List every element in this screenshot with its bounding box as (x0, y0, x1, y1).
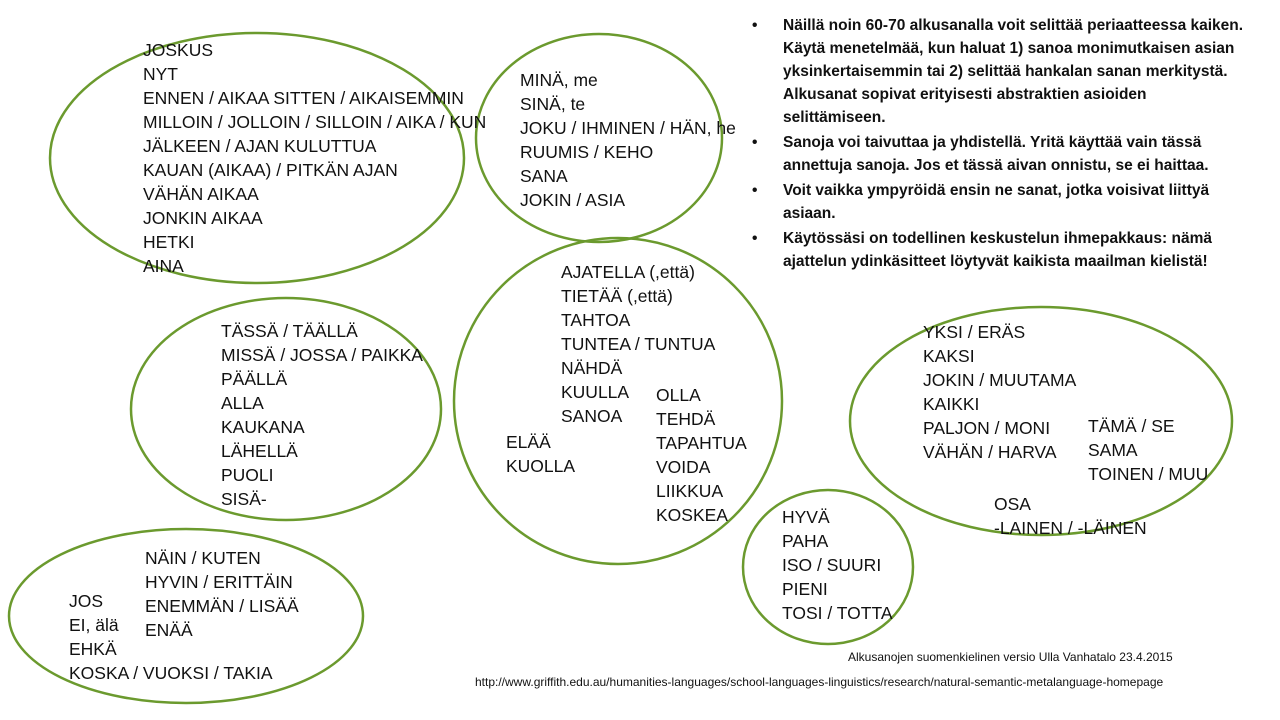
bullet-icon: • (752, 182, 758, 199)
word-intensifiers: HYVIN / ERITTÄIN (145, 572, 293, 592)
word-place: MISSÄ / JOSSA / PAIKKA (221, 345, 423, 365)
group-logical (69, 589, 273, 685)
word-life: ELÄÄ (506, 432, 551, 452)
instruction-item (752, 14, 1252, 129)
word-evaluators: TOSI / TOTTA (782, 603, 893, 623)
word-persons: JOKU / IHMINEN / HÄN, he (520, 118, 736, 138)
word-parts: -LAINEN / -LÄINEN (994, 518, 1147, 538)
word-mental: TUNTEA / TUNTUA (561, 334, 716, 354)
word-place: PÄÄLLÄ (221, 369, 288, 389)
word-persons: MINÄ, me (520, 70, 598, 90)
word-persons: RUUMIS / KEHO (520, 142, 654, 162)
word-quantifiers: VÄHÄN / HARVA (923, 442, 1057, 462)
word-time: VÄHÄN AIKAA (143, 184, 259, 204)
word-quantifiers: YKSI / ERÄS (923, 322, 1026, 342)
word-evaluators: ISO / SUURI (782, 555, 882, 575)
word-time: JONKIN AIKAA (143, 208, 263, 228)
group-time (143, 38, 486, 278)
instruction-text: Voit vaikka ympyröidä ensin ne sanat, jotka voisivat liittyä asiaan. (783, 182, 1210, 222)
word-place: KAUKANA (221, 417, 305, 437)
word-logical: KOSKA / VUOKSI / TAKIA (69, 663, 273, 683)
group-events (656, 383, 747, 527)
word-determiners: SAMA (1088, 440, 1138, 460)
instruction-text: Käytössäsi on todellinen keskustelun ihmepakkaus: nämä ajattelun ydinkäsitteet löytyvät kaikista maailman kielistä! (783, 230, 1212, 270)
instruction-list (752, 14, 1252, 275)
word-quantifiers: KAIKKI (923, 394, 980, 414)
word-time: AINA (143, 256, 184, 276)
word-evaluators: HYVÄ (782, 507, 830, 527)
word-time: ENNEN / AIKAA SITTEN / AIKAISEMMIN (143, 88, 464, 108)
bullet-icon: • (752, 17, 758, 34)
group-determiners (1088, 414, 1208, 486)
word-evaluators: PAHA (782, 531, 829, 551)
group-place (221, 319, 423, 511)
instruction-text: Näillä noin 60-70 alkusanalla voit selittää periaatteessa kaiken. Käytä menetelmää, kun haluat 1) sanoa monimutkaisen asian yksinkertaisemmin tai 2) selittää hankalan sanan merkitystä. Alkusanat sopivat erityisesti abstraktien asioiden selittämiseen. (783, 17, 1244, 126)
word-place: TÄSSÄ / TÄÄLLÄ (221, 321, 358, 341)
bullet-icon: • (752, 230, 758, 247)
group-quantifiers (923, 320, 1076, 464)
word-events: TEHDÄ (656, 409, 716, 429)
word-events: KOSKEA (656, 505, 728, 525)
word-place: PUOLI (221, 465, 274, 485)
author-credit: Alkusanojen suomenkielinen versio Ulla Vanhatalo 23.4.2015 (848, 650, 1173, 664)
word-mental: TIETÄÄ (,että) (561, 286, 673, 306)
word-logical: EHKÄ (69, 639, 117, 659)
word-intensifiers: ENEMMÄN / LISÄÄ (145, 596, 299, 616)
word-life: KUOLLA (506, 456, 576, 476)
instruction-text: Sanoja voi taivuttaa ja yhdistellä. Yritä käyttää vain tässä annettuja sanoja. Jos et tässä aivan onnistu, se ei haittaa. (783, 134, 1209, 174)
word-mental: NÄHDÄ (561, 358, 623, 378)
word-quantifiers: JOKIN / MUUTAMA (923, 370, 1077, 390)
word-mental: KUULLA (561, 382, 630, 402)
word-events: OLLA (656, 385, 701, 405)
word-events: LIIKKUA (656, 481, 724, 501)
word-time: JOSKUS (143, 40, 214, 60)
word-place: ALLA (221, 393, 264, 413)
word-determiners: TOINEN / MUU (1088, 464, 1209, 484)
word-quantifiers: KAKSI (923, 346, 975, 366)
word-time: HETKI (143, 232, 195, 252)
word-persons: JOKIN / ASIA (520, 190, 626, 210)
instruction-item (752, 179, 1252, 225)
bullet-icon: • (752, 134, 758, 151)
word-mental: SANOA (561, 406, 623, 426)
word-time: MILLOIN / JOLLOIN / SILLOIN / AIKA / KUN (143, 112, 487, 132)
word-mental: AJATELLA (,että) (561, 262, 695, 282)
word-time: KAUAN (AIKAA) / PITKÄN AJAN (143, 160, 398, 180)
word-place: LÄHELLÄ (221, 441, 298, 461)
word-mental: TAHTOA (561, 310, 631, 330)
word-persons: SINÄ, te (520, 94, 586, 114)
group-persons (520, 68, 736, 212)
word-determiners: TÄMÄ / SE (1088, 416, 1175, 436)
source-url: http://www.griffith.edu.au/humanities-languages/school-languages-linguistics/research/natural-semantic-metalanguage-homepage (475, 675, 1164, 689)
word-events: TAPAHTUA (656, 433, 747, 453)
instruction-item (752, 131, 1252, 177)
word-events: VOIDA (656, 457, 711, 477)
word-evaluators: PIENI (782, 579, 828, 599)
word-intensifiers: NÄIN / KUTEN (145, 548, 261, 568)
word-place: SISÄ- (221, 489, 267, 509)
word-quantifiers: PALJON / MONI (923, 418, 1051, 438)
word-logical: JOS (69, 591, 104, 611)
word-parts: OSA (994, 494, 1031, 514)
word-persons: SANA (520, 166, 568, 186)
instruction-item (752, 227, 1252, 273)
group-evaluators (782, 505, 893, 625)
word-logical: EI, älä (69, 615, 119, 635)
word-time: JÄLKEEN / AJAN KULUTTUA (143, 136, 377, 156)
word-time: NYT (143, 64, 178, 84)
group-life (506, 430, 575, 478)
group-parts (994, 492, 1147, 540)
word-intensifiers: ENÄÄ (145, 620, 193, 640)
